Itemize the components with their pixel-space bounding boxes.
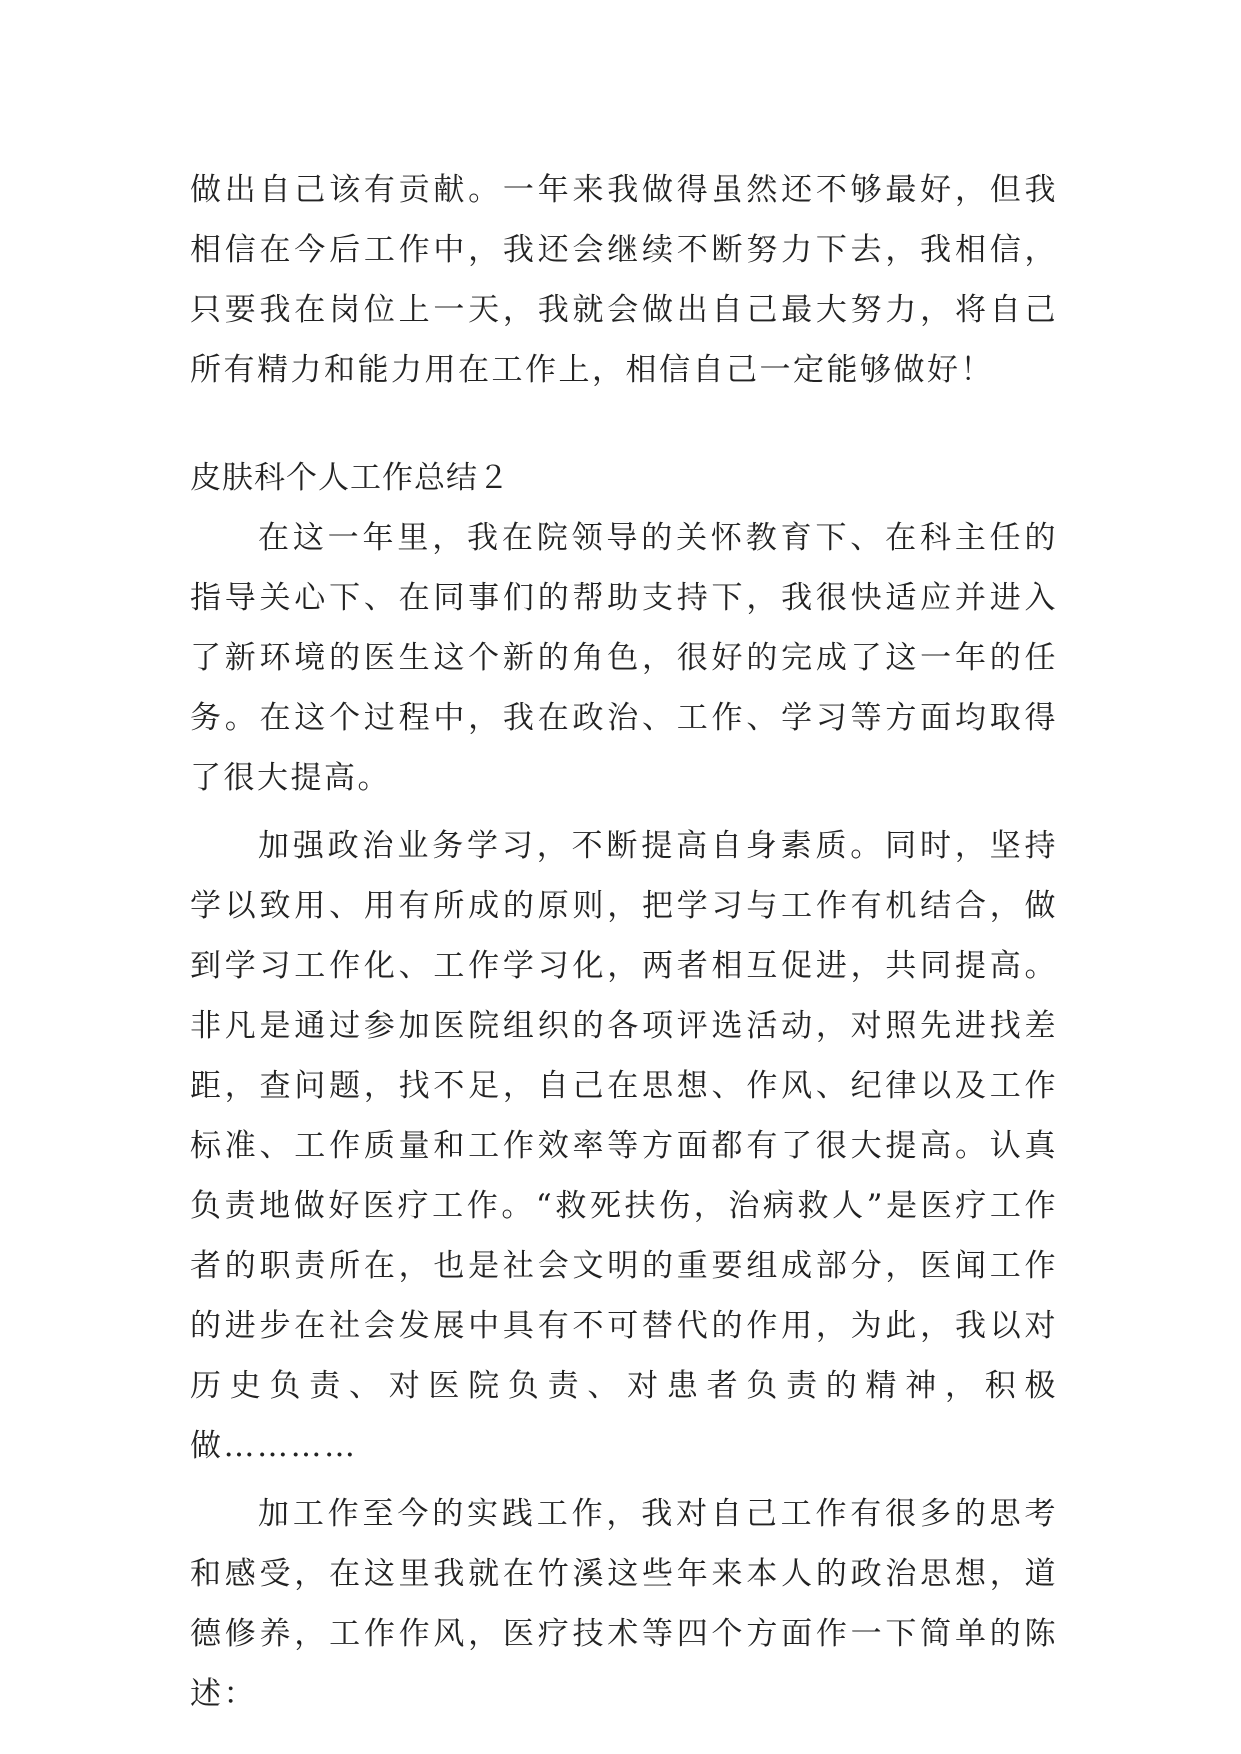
paragraph-study: 加强政治业务学习，不断提高自身素质。同时，坚持学以致用、用有所成的原则，把学习与工作有机结合，做到学习工作化、工作学习化，两者相互促进，共同提高。非凡是通过参加医院组织的各项评选活动，对照先进找差距，查问题，找不足，自己在思想、作风、纪律以及工作标准、工作质量和工作效率等方面都有了很大提高。认真负责地做好医疗工作。“救死扶伤，治病救人”是医疗工作者的职责所在，也是社会文明的重要组成部分，医闻工作的进步在社会发展中具有不可替代的作用，为此，我以对历史负责、对医院负责、对患者负责的精神，积极做…………	[190, 828, 1058, 1464]
document-body	[190, 160, 1058, 1724]
paragraph-intro: 在这一年里，我在院领导的关怀教育下、在科主任的指导关心下、在同事们的帮助支持下，我很快适应并进入了新环境的医生这个新的角色，很好的完成了这一年的任务。在这个过程中，我在政治、工作、学习等方面均取得了很大提高。	[190, 520, 1058, 796]
paragraph-continuation: 做出自己该有贡献。一年来我做得虽然还不够最好，但我相信在今后工作中，我还会继续不断努力下去，我相信，只要我在岗位上一天，我就会做出自己最大努力，将自己所有精力和能力用在工作上，相信自己一定能够做好！	[190, 172, 1058, 388]
paragraph-reflection: 加工作至今的实践工作，我对自己工作有很多的思考和感受，在这里我就在竹溪这些年来本人的政治思想，道德修养，工作作风，医疗技术等四个方面作一下简单的陈述：	[190, 1496, 1058, 1712]
section-heading: 皮肤科个人工作总结２	[190, 460, 510, 496]
